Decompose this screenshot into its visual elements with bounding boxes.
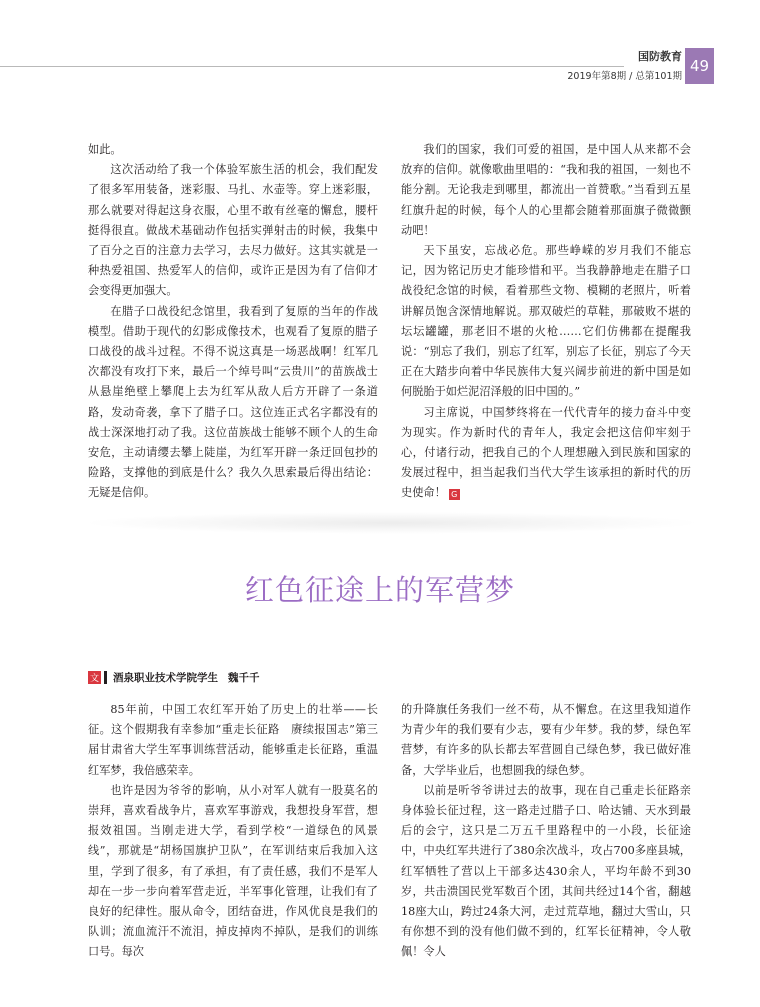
byline [88,670,260,685]
journal-title: 国防教育 [638,50,682,63]
byline-badge: 文 [88,671,101,684]
byline-author: 魏千千 [228,672,260,684]
issue-info: 2019年第8期 / 总第101期 [567,71,682,82]
paragraph: 85年前，中国工农红军开始了历史上的壮举——长征。这个假期我有幸参加“重走长征路 赓续报国志”第三届甘肃省大学生军事训练营活动，能够重走长征路，重温红军梦，我倍感荣幸。 [88,703,378,777]
paragraph: 天下虽安，忘战必危。那些峥嵘的岁月我们不能忘记，因为铭记历史才能珍惜和平。当我静静地走在腊子口战役纪念馆的时候，看着那些文物、模糊的老照片，听着讲解员饱含深情地解说。那双破烂的草鞋，那破败不堪的坛坛罐罐，那老旧不堪的火枪……它们仿佛都在提醒我说：“别忘了我们，别忘了红军，别忘了长征，别忘了今天正在大踏步向着中华民族伟大复兴阔步前进的新中国是如何脱胎于如烂泥沼泽般的旧中国的。” [401,244,691,399]
article2-right-column [401,700,691,963]
article2-left-column [88,700,378,963]
header-rule [0,66,624,67]
article1-right-column [401,140,691,504]
section-divider [82,512,702,534]
end-mark-icon: G [449,489,460,500]
page-number: 49 [685,48,714,84]
paragraph: 如此。 [88,143,122,156]
paragraph: 在腊子口战役纪念馆里，我看到了复原的当年的作战模型。借助于现代的幻影成像技术，也观看了复原的腊子口战役的战斗过程。不得不说这真是一场恶战啊！红军几次都没有攻打下来，最后一个绰号叫“云贵川”的苗族战士从悬崖绝壁上攀爬上去为红军从敌人后方开辟了一条道路，发动奇袭，拿下了腊子口。这位连正式名字都没有的战士深深地打动了我。这位苗族战士能够不顾个人的生命安危，主动请缨去攀上陡崖，为红军开辟一条迂回包抄的险路，支撑他的到底是什么？我久久思索最后得出结论：无疑是信仰。 [88,304,378,500]
paragraph: 的升降旗任务我们一丝不苟，从不懈怠。在这里我知道作为青少年的我们要有少志，要有少年梦。我的梦，绿色军营梦，有许多的队长都去军营圆自己绿色梦，我已做好准备，大学毕业后，也想圆我的绿色梦。 [401,703,691,777]
article1-left-column [88,140,378,504]
paragraph: 习主席说，中国梦终将在一代代青年的接力奋斗中变为现实。作为新时代的青年人，我定会把这信仰牢刻于心，付诸行动，把我自己的个人理想融入到民族和国家的发展过程中，担当起我们当代大学生该承担的新时代的历史使命！ G [401,405,691,500]
paragraph: 也许是因为爷爷的影响，从小对军人就有一股莫名的崇拜，喜欢看战争片，喜欢军事游戏，我想投身军营，想报效祖国。当刚走进大学，看到学校“一道绿色的风景线”，那就是“胡杨国旗护卫队”，在军训结束后我加入这里，学到了很多，有了承担，有了责任感，我们不是军人却在一步一步向着军营走近，半军事化管理，让我们有了良好的纪律性。服从命令，团结奋进，作风优良是我们的队训；流血流汗不流泪，掉皮掉肉不掉队，是我们的训练口号。每次 [88,783,378,959]
article-title: 红色征途上的军营梦 [244,573,515,607]
paragraph: 我们的国家，我们可爱的祖国，是中国人从来都不会放弃的信仰。就像歌曲里唱的：“我和我的祖国，一刻也不能分割。无论我走到哪里，都流出一首赞歌。”当看到五星红旗升起的时候，每个人的心里都会随着那面旗子微微颤动吧！ [401,143,691,237]
paragraph: 这次活动给了我一个体验军旅生活的机会，我们配发了很多军用装备，迷彩服、马扎、水壶等。穿上迷彩服，那么就要对得起这身衣服，心里不敢有丝毫的懈怠，腰杆挺得很直。做战术基础动作包括实弹射击的时候，我集中了百分之百的注意力去学习，去尽力做好。这其实就是一种热爱祖国、热爱军人的信仰，或许正是因为有了信仰才会变得更加强大。 [88,163,378,298]
byline-bar [104,671,107,684]
byline-affiliation: 酒泉职业技术学院学生 [113,672,218,684]
paragraph: 以前是听爷爷讲过去的故事，现在自己重走长征路亲身体验长征过程，这一路走过腊子口、哈达铺、天水到最后的会宁，这只是二万五千里路程中的一小段，长征途中，中央红军共进行了380余次战斗，攻占700多座县城，红军牺牲了营以上干部多达430余人，平均年龄不到30岁，共击溃国民党军数百个团，其间共经过14个省，翻越18座大山，跨过24条大河，走过荒草地，翻过大雪山，只有你想不到的没有他们做不到的，红军长征精神，令人敬佩！令人 [401,783,691,959]
